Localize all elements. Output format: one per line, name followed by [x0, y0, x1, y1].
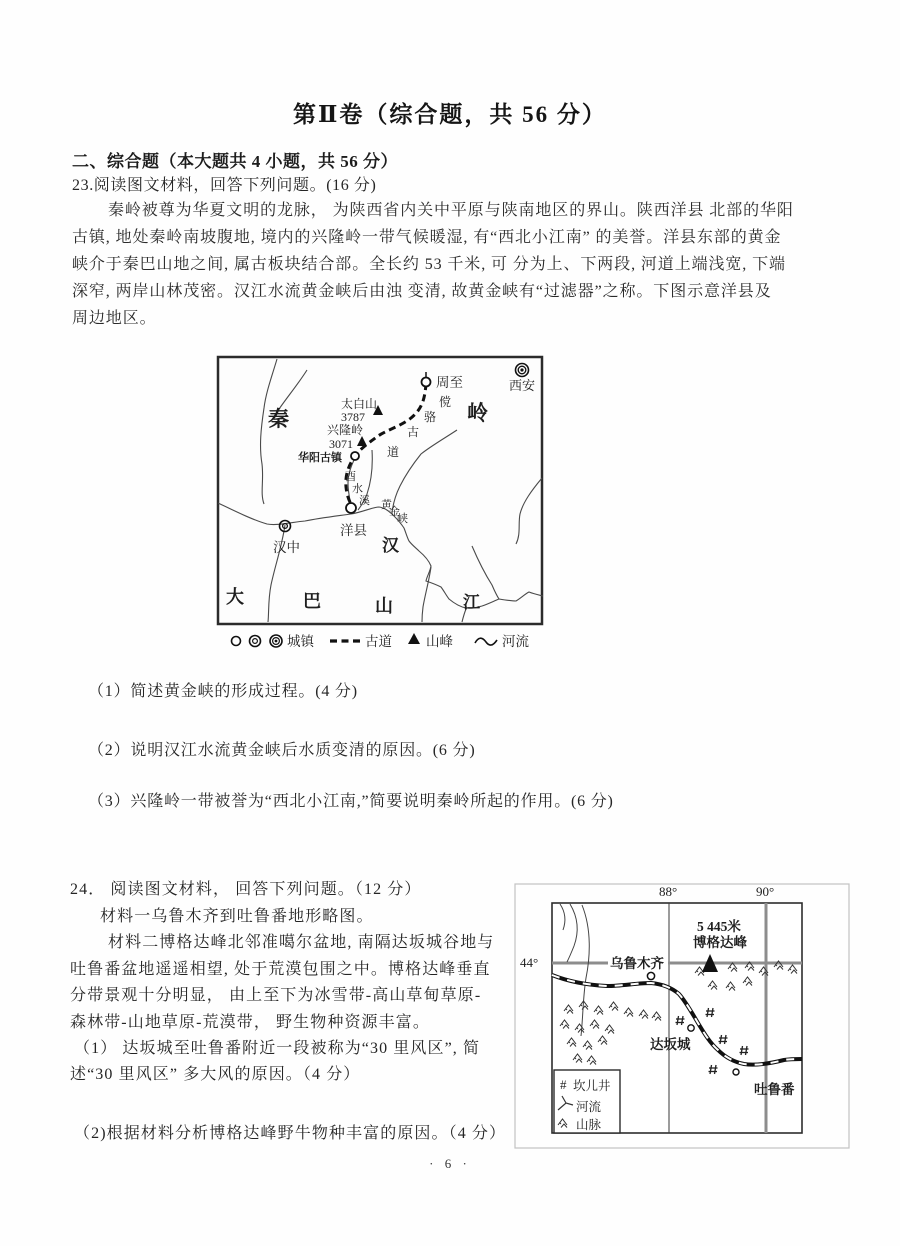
q24-line: 分带景观十分明显， 由上至下为冰雪带-高山草甸草原- — [70, 987, 482, 1004]
daban-label: 达坂城 — [650, 1037, 691, 1052]
town-small-icon — [232, 637, 241, 646]
hanjiang-label-han: 汉 — [382, 536, 399, 555]
turpan-label: 吐鲁番 — [754, 1082, 795, 1097]
q23-paragraph-line: 古镇, 地处秦岭南坡腹地, 境内的兴隆岭一带气候暖湿, 有“西北小江南” 的美誉。洋县东部的黄金 — [72, 229, 782, 246]
map-yangxian-region — [215, 354, 550, 658]
creek-name-char: 溪 — [359, 495, 370, 507]
gorge-name-char: 峡 — [397, 513, 408, 525]
page-number: · 6 · — [429, 1156, 471, 1171]
yangxian-town-icon — [346, 503, 356, 513]
legend-peak-label: 山峰 — [426, 634, 453, 649]
urumqi-town-icon — [647, 972, 654, 979]
xinglong-elev: 3071 — [329, 437, 353, 451]
daba-label-ba: 巴 — [303, 591, 321, 611]
legend-road-label: 古道 — [365, 634, 392, 649]
taibai-elev: 3787 — [341, 410, 365, 424]
page-title: 第Ⅱ卷（综合题，共 56 分） — [293, 102, 607, 127]
turpan-town-icon — [733, 1069, 739, 1075]
q23-sub2: （2）说明汉江水流黄金峡后水质变清的原因。(6 分) — [88, 742, 476, 759]
lat-44-label: 44° — [520, 955, 539, 970]
road-name-char: 骆 — [424, 410, 437, 424]
peak-elevation-label: 5 445米 — [697, 919, 741, 934]
qinling-label-qin: 秦 — [268, 407, 289, 431]
map-urumqi-turpan — [512, 878, 858, 1156]
urumqi-label: 乌鲁木齐 — [610, 956, 664, 971]
bogda-peak-label: 博格达峰 — [693, 935, 747, 950]
section-heading: 二、综合题（本大题共 4 小题，共 56 分） — [72, 152, 398, 171]
xinglong-label: 兴隆岭 — [327, 423, 364, 437]
zhouzhi-town-icon — [422, 378, 431, 387]
q23-paragraph-line: 峡介于秦巴山地之间, 属古板块结合部。全长约 53 千米, 可 分为上、下两段, 河道上端浅宽, 下端 — [72, 256, 786, 273]
road-name-char: 傥 — [439, 395, 452, 409]
hanjiang-label-jiang: 江 — [463, 593, 480, 612]
zhouzhi-label: 周至 — [436, 375, 463, 390]
qinling-label-ling: 岭 — [467, 401, 488, 425]
xian-label: 西安 — [509, 378, 536, 393]
q24-sub1-line: （1） 达坂城至吐鲁番附近一段被称为“30 里风区”, 简 — [74, 1040, 481, 1057]
q24-line: 材料二博格达峰北邻准噶尔盆地, 南隔达坂城谷地与 — [108, 934, 495, 951]
lon-90-label: 90° — [756, 884, 775, 899]
legend-mountain-label: 山脉 — [576, 1118, 602, 1132]
q23-sub1: （1）简述黄金峡的形成过程。(4 分) — [88, 683, 358, 700]
map-frame — [218, 357, 542, 624]
map2-legend — [554, 1070, 620, 1133]
q24-line: 24． 阅读图文材料， 回答下列问题。（12 分） — [70, 881, 422, 898]
lon-88-label: 88° — [659, 884, 678, 899]
q24-line: 森林带-山地草原-荒漠带， 野生物种资源丰富。 — [70, 1014, 430, 1031]
road-name-char: 道 — [387, 445, 400, 459]
daba-label-da: 大 — [226, 587, 244, 607]
legend-towns-label: 城镇 — [287, 634, 314, 649]
q23-paragraph-line: 深窄, 两岸山林茂密。汉江水流黄金峡后由浊 变清, 故黄金峡有“过滤器”之称。下图示意洋县及 — [72, 283, 772, 300]
legend-river-label: 河流 — [576, 1100, 602, 1114]
gorge-name-char: 黄 — [381, 499, 392, 511]
huayang-label: 华阳古镇 — [298, 452, 342, 464]
karez-legend-icon: # — [560, 1077, 567, 1092]
q24-line: 材料一乌鲁木齐到吐鲁番地形略图。 — [100, 908, 374, 925]
daba-label-shan: 山 — [375, 596, 393, 616]
huayang-town-icon — [351, 452, 359, 460]
legend-karez-label: 坎儿井 — [573, 1079, 611, 1093]
yangxian-label: 洋县 — [340, 523, 367, 538]
q23-paragraph-line: 周边地区。 — [72, 310, 157, 327]
hanzhong-label: 汉中 — [273, 540, 300, 555]
q23-stem: 23.阅读图文材料，回答下列问题。(16 分) — [72, 177, 377, 194]
map1-legend — [232, 633, 530, 649]
creek-name-char: 酉 — [345, 471, 356, 483]
q24-sub1-line: 述“30 里风区” 多大风的原因。（4 分） — [70, 1066, 361, 1083]
daban-town-icon — [688, 1025, 694, 1031]
q23-paragraph-line: 秦岭被尊为华夏文明的龙脉， 为陕西省内关中平原与陕南地区的界山。陕西洋县 北部的华阳 — [108, 202, 794, 219]
q23-sub3: （3）兴隆岭一带被誉为“西北小江南,”简要说明秦岭所起的作用。(6 分) — [88, 793, 614, 810]
river-legend-icon — [475, 638, 497, 645]
taibai-label: 太白山 — [341, 397, 378, 411]
q24-line: 吐鲁番盆地遥遥相望, 处于荒漠包围之中。博格达峰垂直 — [70, 961, 491, 978]
creek-name-char: 水 — [352, 483, 363, 495]
gorge-name-char: 金 — [389, 506, 400, 518]
road-name-char: 古 — [407, 425, 420, 439]
q24-sub2-line: （2)根据材料分析博格达峰野牛物种丰富的原因。（4 分） — [74, 1125, 507, 1142]
legend-river-label: 河流 — [502, 634, 529, 649]
peak-legend-icon — [408, 633, 420, 644]
town-medium-icon — [250, 636, 261, 647]
